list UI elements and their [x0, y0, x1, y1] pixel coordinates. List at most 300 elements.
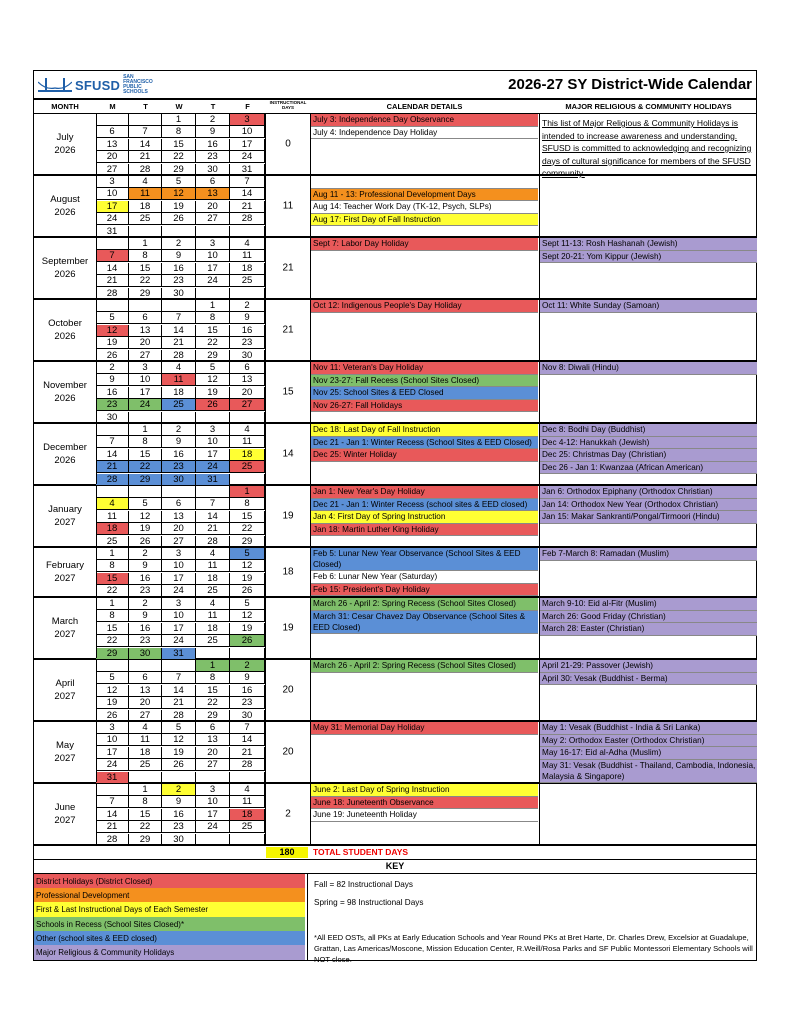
- day-cell: 30: [230, 710, 265, 722]
- day-cell: [162, 412, 196, 424]
- col-month: MONTH: [51, 102, 79, 111]
- day-cell: [129, 660, 162, 672]
- detail-row: Dec 25: Winter Holiday: [311, 449, 538, 462]
- day-cell: 27: [162, 536, 196, 548]
- month-label: April: [55, 678, 75, 689]
- day-cell: 5: [162, 722, 196, 734]
- day-cell: 17: [230, 139, 265, 151]
- column-divider: [310, 486, 311, 546]
- month-year: 2026: [54, 455, 76, 466]
- holiday-row: March 28: Easter (Christian): [540, 623, 757, 636]
- day-cell: 10: [96, 734, 129, 746]
- day-cell: 12: [129, 511, 162, 523]
- day-cell: 16: [129, 623, 162, 635]
- holiday-row: April 30: Vesak (Buddhist - Berma): [540, 673, 757, 686]
- religious-holidays: [540, 598, 757, 636]
- month-year: 2026: [54, 393, 76, 404]
- column-divider: [539, 660, 540, 720]
- day-cell: 19: [196, 387, 230, 399]
- day-cell: 19: [162, 747, 196, 759]
- day-cell: 9: [129, 560, 162, 572]
- instructional-days: 0: [285, 138, 291, 150]
- holidays-intro: This list of Major Religious & Community Holidays is intended to increase awareness and understanding. SFUSD is committed to acknowledging and recognizing days of cultural significance for members of the SFUSD community.: [542, 118, 752, 178]
- day-cell: 1: [162, 114, 196, 126]
- instructional-days: 20: [282, 746, 294, 758]
- instructional-days: 19: [282, 510, 294, 522]
- day-cell: 13: [96, 139, 129, 151]
- day-cell: 29: [196, 350, 230, 362]
- day-cell: 8: [230, 498, 265, 510]
- day-cell: [96, 300, 129, 312]
- detail-row: March 31: Cesar Chavez Day Observance (School Sites & EED Closed): [311, 611, 538, 634]
- holiday-row: Sept 11-13: Rosh Hashanah (Jewish): [540, 238, 757, 251]
- day-cell: 1: [196, 660, 230, 672]
- day-cell: 23: [129, 585, 162, 597]
- day-cell: 30: [196, 164, 230, 176]
- day-cell: 3: [196, 238, 230, 250]
- day-cell: 30: [129, 648, 162, 660]
- golden-gate-bridge-icon: [38, 76, 72, 94]
- column-divider: [96, 300, 97, 360]
- day-cell: 18: [196, 623, 230, 635]
- religious-holidays: [540, 486, 757, 524]
- day-cell: 30: [162, 474, 196, 486]
- month-label: July: [56, 132, 74, 143]
- day-cell: 7: [96, 796, 129, 808]
- fall-days-note: Fall = 82 Instructional Days: [314, 880, 413, 889]
- day-cell: 25: [129, 759, 162, 771]
- day-cell: [129, 226, 162, 238]
- day-cell: 28: [96, 288, 129, 300]
- calendar-details: [311, 722, 538, 735]
- day-cell: 14: [96, 263, 129, 275]
- day-cell: 5: [230, 548, 265, 560]
- day-cell: 8: [96, 610, 129, 622]
- day-cell: 28: [196, 536, 230, 548]
- months-table: [34, 114, 756, 846]
- column-divider: [96, 784, 97, 844]
- day-cell: 25: [129, 213, 162, 225]
- month-block-december: [34, 424, 756, 486]
- day-cell: 23: [230, 697, 265, 709]
- day-cell: 26: [196, 399, 230, 411]
- instructional-days: 18: [282, 566, 294, 578]
- column-divider: [96, 598, 97, 658]
- day-cell: 1: [96, 598, 129, 610]
- day-cell: [96, 660, 129, 672]
- day-cell: 20: [96, 151, 129, 163]
- day-cell: 23: [230, 337, 265, 349]
- day-cell: 26: [96, 710, 129, 722]
- day-cell: 7: [96, 436, 129, 448]
- day-cell: 21: [230, 747, 265, 759]
- day-cell: 28: [162, 710, 196, 722]
- holiday-row: March 26: Good Friday (Christian): [540, 611, 757, 624]
- page-title: 2026-27 SY District-Wide Calendar: [508, 76, 752, 93]
- day-cell: 29: [96, 648, 129, 660]
- column-divider: [265, 660, 266, 720]
- religious-holidays: [540, 300, 757, 313]
- column-divider: [539, 548, 540, 596]
- day-cell: 2: [162, 424, 196, 436]
- calendar-details: [311, 424, 538, 462]
- day-cell: 7: [162, 312, 196, 324]
- day-cell: 17: [196, 809, 230, 821]
- day-cell: 10: [196, 436, 230, 448]
- day-cell: 1: [129, 784, 162, 796]
- month-name: [34, 503, 96, 529]
- day-cell: [196, 226, 230, 238]
- day-cell: 17: [196, 449, 230, 461]
- key-divider: [307, 874, 308, 960]
- day-cell: 18: [129, 747, 162, 759]
- day-cell: [162, 486, 196, 498]
- column-divider: [96, 238, 97, 298]
- column-divider: [265, 238, 266, 298]
- detail-row: Jan 1: New Year's Day Holiday: [311, 486, 538, 499]
- day-cell: 13: [230, 374, 265, 386]
- holiday-row: May 2: Orthodox Easter (Orthodox Christian): [540, 735, 757, 748]
- day-cell: 3: [162, 598, 196, 610]
- day-cell: 24: [196, 821, 230, 833]
- day-cell: 18: [196, 573, 230, 585]
- religious-holidays: [540, 722, 757, 783]
- month-block-january: [34, 486, 756, 548]
- day-cell: 25: [196, 585, 230, 597]
- month-label: August: [50, 194, 80, 205]
- day-cell: 14: [196, 511, 230, 523]
- holiday-row: Dec 25: Christmas Day (Christian): [540, 449, 757, 462]
- column-divider: [96, 548, 97, 596]
- holiday-row: Sept 20-21: Yom Kippur (Jewish): [540, 251, 757, 264]
- holiday-row: Dec 8: Bodhi Day (Buddhist): [540, 424, 757, 437]
- day-cell: [230, 772, 265, 784]
- day-cell: 26: [129, 536, 162, 548]
- day-cell: 22: [96, 585, 129, 597]
- month-label: September: [41, 256, 89, 267]
- day-cell: 2: [129, 548, 162, 560]
- month-year: 2026: [54, 207, 76, 218]
- day-cell: 14: [129, 139, 162, 151]
- day-cell: 27: [96, 164, 129, 176]
- day-cell: 4: [230, 784, 265, 796]
- day-cell: 20: [162, 523, 196, 535]
- day-cell: 15: [96, 573, 129, 585]
- month-block-march: [34, 598, 756, 660]
- day-cell: 3: [162, 548, 196, 560]
- day-cell: 26: [230, 635, 265, 647]
- day-cell: 16: [162, 263, 196, 275]
- day-cell: 18: [230, 263, 265, 275]
- col-details: CALENDAR DETAILS: [386, 102, 463, 111]
- religious-holidays: [540, 548, 757, 561]
- instructional-days: 21: [282, 262, 294, 274]
- day-cell: 27: [196, 759, 230, 771]
- day-cell: 11: [96, 511, 129, 523]
- detail-row: June 19: Juneteenth Holiday: [311, 809, 538, 822]
- day-cell: 27: [230, 399, 265, 411]
- day-cell: 4: [196, 598, 230, 610]
- month-block-september: [34, 238, 756, 300]
- month-block-may: [34, 722, 756, 784]
- month-year: 2027: [54, 573, 76, 584]
- instructional-days: 11: [282, 200, 294, 212]
- day-cell: 10: [162, 560, 196, 572]
- holiday-row: Nov 8: Diwali (Hindu): [540, 362, 757, 375]
- day-cell: 25: [162, 399, 196, 411]
- day-cell: [162, 772, 196, 784]
- instructional-days: 15: [282, 386, 294, 398]
- day-cell: 2: [196, 114, 230, 126]
- day-cell: 19: [230, 623, 265, 635]
- day-cell: 2: [129, 598, 162, 610]
- detail-row: March 26 - April 2: Spring Recess (School Sites Closed): [311, 598, 538, 611]
- day-cell: 20: [129, 697, 162, 709]
- day-cell: 22: [129, 461, 162, 473]
- column-divider: [96, 114, 97, 174]
- detail-row: Aug 11 - 13: Professional Development Days: [311, 189, 538, 202]
- month-name: [34, 131, 96, 157]
- day-cell: 19: [230, 573, 265, 585]
- day-cell: 2: [162, 784, 196, 796]
- detail-row: Nov 11: Veteran's Day Holiday: [311, 362, 538, 375]
- day-cell: 4: [230, 424, 265, 436]
- total-days-label: TOTAL STUDENT DAYS: [313, 847, 409, 857]
- day-cell: 11: [162, 374, 196, 386]
- column-divider: [539, 598, 540, 658]
- detail-row: June 2: Last Day of Spring Instruction: [311, 784, 538, 797]
- logo-wordmark: SFUSD: [75, 77, 121, 93]
- month-year: 2026: [54, 145, 76, 156]
- column-divider: [265, 362, 266, 422]
- day-cell: 25: [230, 461, 265, 473]
- day-cell: 29: [196, 710, 230, 722]
- day-cell: 24: [230, 151, 265, 163]
- day-cell: [129, 114, 162, 126]
- day-cell: 2: [162, 238, 196, 250]
- day-cell: 11: [230, 250, 265, 262]
- religious-holidays: [540, 362, 757, 375]
- day-cell: 24: [96, 213, 129, 225]
- day-cell: [230, 834, 265, 846]
- day-cell: 27: [129, 710, 162, 722]
- detail-row: Feb 6: Lunar New Year (Saturday): [311, 571, 538, 584]
- month-name: [34, 677, 96, 703]
- day-cell: [96, 114, 129, 126]
- day-cell: 24: [96, 759, 129, 771]
- footnote: *All EED OSTs, all PKs at Early Education Schools and Year Round PKs at Bret Harte, Dr. Charles Drew, Excelsior at Guadalupe, Grattan, Las Americas/Moscone, Mission Education Center, R.Weill/Rosa Parks and SF Public Montessori Elementary Schools will NOT close.: [314, 933, 753, 964]
- day-cell: 20: [196, 201, 230, 213]
- day-cell: 6: [196, 176, 230, 188]
- detail-row: Jan 4: First Day of Spring Instruction: [311, 511, 538, 524]
- day-cell: 14: [230, 734, 265, 746]
- day-cell: 3: [196, 424, 230, 436]
- column-divider: [310, 784, 311, 844]
- month-block-november: [34, 362, 756, 424]
- day-cell: 17: [162, 623, 196, 635]
- day-cell: 5: [230, 598, 265, 610]
- key-item: First & Last Instructional Days of Each Semester: [34, 902, 305, 917]
- day-cell: 4: [162, 362, 196, 374]
- day-cell: 12: [96, 685, 129, 697]
- day-cell: 22: [129, 821, 162, 833]
- day-cell: 21: [96, 275, 129, 287]
- day-cell: 23: [96, 399, 129, 411]
- day-cell: 12: [230, 610, 265, 622]
- day-cell: 15: [162, 139, 196, 151]
- column-divider: [539, 238, 540, 298]
- day-cell: 3: [96, 176, 129, 188]
- day-cell: [96, 486, 129, 498]
- column-divider: [539, 362, 540, 422]
- month-name: [34, 559, 96, 585]
- day-cell: 14: [230, 188, 265, 200]
- day-cell: 13: [196, 734, 230, 746]
- day-cell: 5: [162, 176, 196, 188]
- month-block-october: [34, 300, 756, 362]
- day-cell: 21: [230, 201, 265, 213]
- day-cell: 16: [162, 449, 196, 461]
- total-row: [34, 846, 756, 860]
- key-item: Professional Development: [34, 888, 305, 903]
- day-cell: 3: [129, 362, 162, 374]
- column-divider: [96, 486, 97, 546]
- detail-row: Jan 18: Martin Luther King Holiday: [311, 524, 538, 537]
- day-cell: 26: [96, 350, 129, 362]
- col-tue: T: [143, 102, 148, 111]
- day-cell: 12: [162, 188, 196, 200]
- detail-row: Nov 25: School Sites & EED Closed: [311, 387, 538, 400]
- day-cell: [96, 784, 129, 796]
- detail-row: [311, 176, 538, 189]
- logo-subtitle: SAN FRANCISCO PUBLIC SCHOOLS: [123, 74, 153, 95]
- day-cell: 10: [96, 188, 129, 200]
- day-cell: 16: [96, 387, 129, 399]
- calendar-sheet: [33, 70, 757, 964]
- day-cell: 6: [162, 498, 196, 510]
- day-cell: 26: [162, 213, 196, 225]
- column-divider: [310, 598, 311, 658]
- day-cell: 30: [162, 834, 196, 846]
- day-cell: 12: [162, 734, 196, 746]
- key-item: Other (school sites & EED closed): [34, 931, 305, 946]
- day-cell: [129, 300, 162, 312]
- day-cell: 1: [230, 486, 265, 498]
- day-cell: 15: [196, 325, 230, 337]
- day-cell: 25: [196, 635, 230, 647]
- column-divider: [539, 424, 540, 484]
- day-cell: 18: [230, 809, 265, 821]
- day-cell: 22: [230, 523, 265, 535]
- key-item: Schools in Recess (School Sites Closed)*: [34, 917, 305, 932]
- calendar-details: [311, 362, 538, 412]
- day-cell: 23: [196, 151, 230, 163]
- month-block-july: [34, 114, 756, 176]
- day-cell: 28: [96, 474, 129, 486]
- calendar-details: [311, 176, 538, 226]
- column-divider: [265, 424, 266, 484]
- day-cell: 10: [129, 374, 162, 386]
- day-cell: 10: [162, 610, 196, 622]
- column-divider: [265, 176, 266, 236]
- column-divider: [310, 114, 311, 174]
- month-label: December: [43, 442, 87, 453]
- month-block-february: [34, 548, 756, 598]
- detail-row: Oct 12: Indigenous People's Day Holiday: [311, 300, 538, 313]
- holiday-row: May 16-17: Eid al-Adha (Muslim): [540, 747, 757, 760]
- day-cell: 10: [196, 250, 230, 262]
- day-cell: 12: [230, 560, 265, 572]
- day-cell: 21: [96, 461, 129, 473]
- day-cell: 29: [162, 164, 196, 176]
- day-cell: 30: [162, 288, 196, 300]
- column-divider: [539, 486, 540, 546]
- day-cell: 30: [96, 412, 129, 424]
- day-cell: 8: [129, 250, 162, 262]
- day-cell: 24: [196, 461, 230, 473]
- key-title: KEY: [34, 860, 756, 874]
- instructional-days: 21: [282, 324, 294, 336]
- col-thu: T: [210, 102, 216, 111]
- day-cell: 12: [96, 325, 129, 337]
- day-cell: [96, 424, 129, 436]
- col-wed: W: [175, 102, 183, 111]
- day-cell: [129, 412, 162, 424]
- column-divider: [96, 362, 97, 422]
- day-cell: 15: [230, 511, 265, 523]
- day-cell: 14: [162, 325, 196, 337]
- day-cell: 9: [162, 436, 196, 448]
- detail-row: Feb 5: Lunar New Year Observance (School Sites & EED Closed): [311, 548, 538, 571]
- day-cell: 29: [129, 474, 162, 486]
- day-cell: 12: [196, 374, 230, 386]
- day-cell: 1: [196, 300, 230, 312]
- day-cell: 4: [129, 176, 162, 188]
- day-cell: 2: [230, 660, 265, 672]
- day-cell: 11: [230, 436, 265, 448]
- day-cell: 4: [230, 238, 265, 250]
- month-name: [34, 379, 96, 405]
- month-label: November: [43, 380, 87, 391]
- month-name: [34, 441, 96, 467]
- day-cell: [230, 226, 265, 238]
- day-cell: 27: [129, 350, 162, 362]
- day-cell: [196, 648, 230, 660]
- column-divider: [265, 722, 266, 782]
- holiday-row: Jan 15: Makar Sankranti/Pongal/Tirmoori (Hindu): [540, 511, 757, 524]
- total-days-value: 180: [266, 847, 308, 858]
- day-cell: 1: [96, 548, 129, 560]
- day-cell: 25: [96, 536, 129, 548]
- day-cell: 3: [96, 722, 129, 734]
- day-cell: 8: [129, 436, 162, 448]
- instructional-days: 19: [282, 622, 294, 634]
- month-name: [34, 801, 96, 827]
- day-cell: 11: [129, 188, 162, 200]
- column-divider: [96, 660, 97, 720]
- day-cell: 31: [162, 648, 196, 660]
- column-divider: [265, 784, 266, 844]
- instructional-days: 20: [282, 684, 294, 696]
- day-cell: 23: [162, 821, 196, 833]
- detail-row: May 31: Memorial Day Holiday: [311, 722, 538, 735]
- day-cell: 28: [162, 350, 196, 362]
- month-block-august: [34, 176, 756, 238]
- day-cell: 8: [129, 796, 162, 808]
- month-label: March: [51, 616, 79, 627]
- day-cell: 30: [230, 350, 265, 362]
- detail-row: July 3: Independence Day Observance: [311, 114, 538, 127]
